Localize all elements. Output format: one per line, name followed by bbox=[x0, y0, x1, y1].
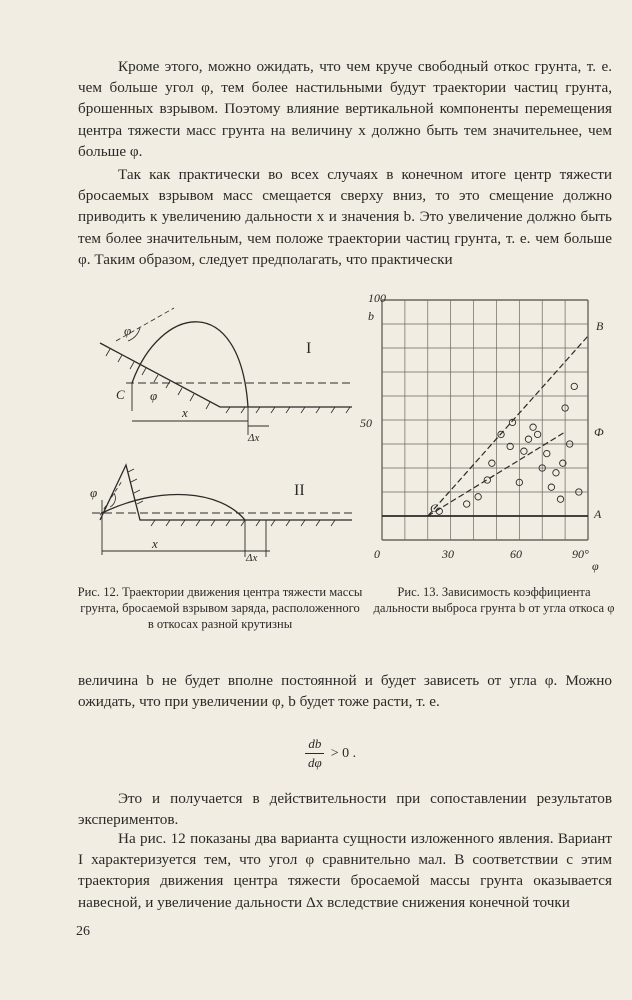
fig13-ylabel: b bbox=[368, 309, 374, 323]
data-point bbox=[489, 460, 495, 466]
formula-fraction bbox=[305, 736, 325, 771]
fig12-phi-II: φ bbox=[90, 485, 98, 500]
data-point bbox=[475, 494, 481, 500]
figure-12 bbox=[70, 295, 360, 575]
formula-relation: > 0 . bbox=[330, 745, 357, 761]
data-point bbox=[548, 484, 554, 490]
fig12-caption: Рис. 12. Траектории движения центра тяжести массы грунта, бросаемой взрывом заряда, расположенного в откосах разной крутизны bbox=[77, 585, 363, 631]
fig13-xtick-0: 0 bbox=[374, 547, 380, 561]
data-point bbox=[521, 448, 527, 454]
fig13-xlabel: φ bbox=[592, 559, 599, 573]
fig13-ytick-50: 50 bbox=[360, 416, 372, 430]
fig13-line-Phi: Ф bbox=[594, 425, 604, 439]
series-line-B bbox=[428, 336, 588, 516]
data-point bbox=[534, 431, 540, 437]
fig13-xtick-30: 30 bbox=[442, 547, 454, 561]
figure-13-chart bbox=[350, 290, 620, 575]
paragraph-3: величина b не будет вполне постоянной и будет зависеть от угла φ. Можно ожидать, что при увеличении φ, b будет тоже расти, т. е. bbox=[78, 672, 612, 711]
data-point bbox=[553, 470, 559, 476]
paragraph-4: Это и получается в действительности при сопоставлении результатов экспериментов. bbox=[78, 790, 612, 829]
fig12-dx-II: Δx bbox=[246, 552, 258, 564]
data-point bbox=[530, 424, 536, 430]
fig13-point-C: C bbox=[430, 501, 439, 515]
fig13-line-B: B bbox=[596, 319, 604, 333]
paragraph-2: Так как практически во всех случаях в конечном итоге центр тяжести бросаемых взрывом масс смещается сверху вниз, то это смещение должно приводить к увеличению дальности x и значения b. Это увеличение должно быть тем более значительным, чем положе траектории частиц грунта, т. е. чем больше φ. Таким образом, следует предполагать, что практически bbox=[78, 166, 612, 268]
fig13-xtick-90: 90° bbox=[572, 547, 589, 561]
data-point bbox=[525, 436, 531, 442]
fig12-label-I: I bbox=[306, 340, 312, 357]
page-number: 26 bbox=[76, 924, 90, 939]
fig12-x-II: x bbox=[152, 536, 158, 551]
fig13-ytick-100: 100 bbox=[368, 291, 386, 305]
fig13-line-A: A bbox=[594, 507, 602, 521]
data-point bbox=[571, 383, 577, 389]
fig12-slope-II bbox=[100, 465, 352, 520]
formula bbox=[305, 736, 356, 771]
fig12-x-I: x bbox=[182, 405, 188, 420]
data-point bbox=[544, 450, 550, 456]
fig12-phi-top: φ bbox=[124, 323, 132, 338]
paragraph-5: На рис. 12 показаны два варианта сущности изложенного явления. Вариант I характеризуется тем, что угол φ сравнительно мал. В соответствии с этим траектория движения центра тяжести бросаемой массы грунта оказывается навесной, и увеличение дальности Δx вследствие снижения конечной точки bbox=[78, 830, 612, 911]
paragraph-1: Кроме этого, можно ожидать, что чем круче свободный откос грунта, т. е. чем больше угол φ, тем более настильными будут траектории частиц грунта, брошенных взрывом. Поэтому влияние вертикальной компоненты перемещения центра тяжести масс грунта на величину x должно быть тем значительнее, чем больше φ. bbox=[78, 58, 612, 160]
fig12-trajectory-II bbox=[102, 495, 245, 520]
fig12-phi-I: φ bbox=[150, 388, 158, 403]
formula-denominator: dφ bbox=[308, 755, 322, 770]
formula-numerator: db bbox=[305, 736, 324, 754]
fig12-label-C: C bbox=[116, 387, 125, 402]
data-point bbox=[484, 477, 490, 483]
fig12-dx-I: Δx bbox=[248, 432, 260, 444]
fig12-label-II: II bbox=[294, 482, 305, 499]
data-point bbox=[557, 496, 563, 502]
fig12-slope-I bbox=[100, 343, 352, 407]
fig13-xtick-60: 60 bbox=[510, 547, 522, 561]
data-point bbox=[463, 501, 469, 507]
fig13-caption: Рис. 13. Зависимость коэффициента дальности выброса грунта b от угла откоса φ bbox=[373, 585, 615, 615]
